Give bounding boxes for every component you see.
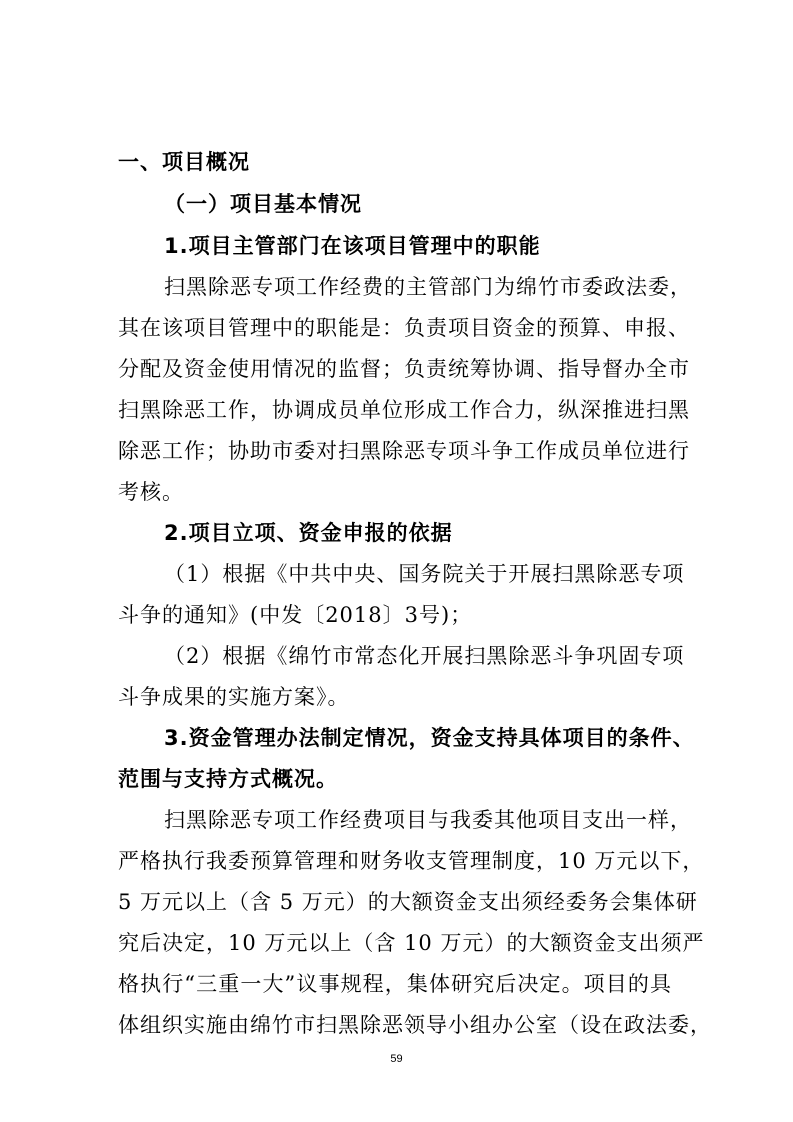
basis-line: （1）根据《中共中央、国务院关于开展扫黑除恶专项 bbox=[164, 562, 685, 586]
section-heading: 一、项目概况 bbox=[118, 150, 250, 174]
item3-heading: 3.资金管理办法制定情况，资金支持具体项目的条件、 bbox=[164, 726, 695, 750]
paragraph-line: 5 万元以上（含 5 万元）的大额资金支出须经委务会集体研 bbox=[118, 890, 698, 914]
paragraph-line: 扫黑除恶工作，协调成员单位形成工作合力，纵深推进扫黑 bbox=[118, 398, 690, 422]
basis-line: 斗争成果的实施方案》。 bbox=[118, 685, 350, 709]
paragraph-line: 考核。 bbox=[118, 480, 184, 504]
paragraph-line: 体组织实施由绵竹市扫黑除恶领导小组办公室（设在政法委， bbox=[118, 1013, 712, 1037]
paragraph-line: 其在该项目管理中的职能是：负责项目资金的预算、申报、 bbox=[118, 316, 690, 340]
paragraph-line: 扫黑除恶专项工作经费的主管部门为绵竹市委政法委， bbox=[164, 275, 692, 299]
item2-heading: 2.项目立项、资金申报的依据 bbox=[164, 521, 453, 545]
paragraph-line: 扫黑除恶专项工作经费项目与我委其他项目支出一样， bbox=[164, 808, 692, 832]
paragraph-line: 严格执行我委预算管理和财务收支管理制度，10 万元以下， bbox=[118, 849, 705, 873]
item3-heading: 范围与支持方式概况。 bbox=[118, 767, 338, 791]
basis-line: 斗争的通知》(中发〔2018〕3号)； bbox=[118, 603, 473, 627]
paragraph-line: 格执行“三重一大”议事规程，集体研究后决定。项目的具 bbox=[118, 972, 672, 996]
subsection-heading: （一）项目基本情况 bbox=[164, 192, 362, 216]
item1-heading: 1.项目主管部门在该项目管理中的职能 bbox=[164, 234, 541, 258]
paragraph-line: 除恶工作；协助市委对扫黑除恶专项斗争工作成员单位进行 bbox=[118, 439, 690, 463]
paragraph-line: 分配及资金使用情况的监督；负责统筹协调、指导督办全市 bbox=[118, 357, 690, 381]
basis-line: （2）根据《绵竹市常态化开展扫黑除恶斗争巩固专项 bbox=[164, 644, 685, 668]
page-number: 59 bbox=[390, 1053, 403, 1065]
paragraph-line: 究后决定，10 万元以上（含 10 万元）的大额资金支出须严 bbox=[118, 931, 705, 955]
